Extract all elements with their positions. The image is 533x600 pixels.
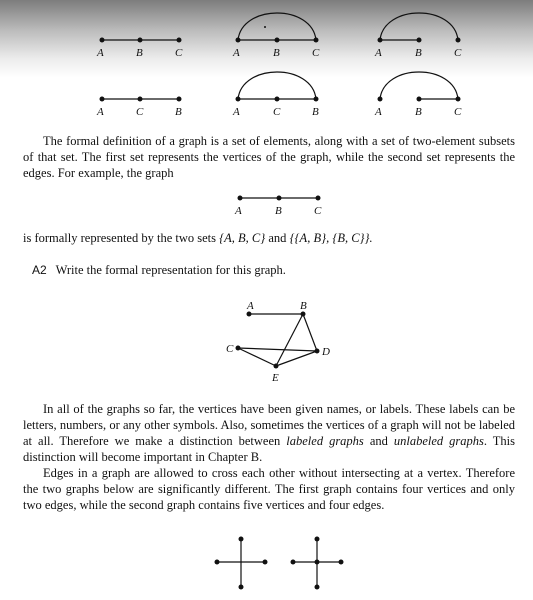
vertex-label: C <box>454 47 462 59</box>
vertex-label: B <box>312 106 319 118</box>
term-labeled-graphs: labeled graphs <box>286 434 364 448</box>
exercise-number: A2 <box>32 263 47 277</box>
text-run: . This distinction will become important in Chapter B. <box>23 434 516 464</box>
term-unlabeled-graphs: unlabeled graphs <box>393 434 484 448</box>
vertex-label-c: C <box>226 343 234 355</box>
graph-figure-3 <box>370 6 470 64</box>
exercise-text: Write the formal representation for this graph. <box>55 263 286 277</box>
vertex-label-e: E <box>272 372 279 384</box>
paragraph-formal-sets <box>23 230 515 246</box>
vertex-label: C <box>273 106 281 118</box>
vertex-label-b: B <box>300 300 307 312</box>
vertex-label: A <box>97 106 104 118</box>
vertex-label: B <box>415 106 422 118</box>
paragraph-labeled-graphs <box>23 401 515 465</box>
graph-figure-5 <box>228 66 328 124</box>
graph-figure-2 <box>228 6 328 64</box>
vertex-label: C <box>175 47 183 59</box>
text-run: In all of the graphs so far, the vertices have been given names, or labels. These labels can be letters, numbers, or any other symbols. Also, sometimes the vertices of a graph will not be labeled at all. Therefore we make a distinction between <box>23 402 515 448</box>
vertex-label: A <box>235 205 242 217</box>
vertex-set: {A, B, C} <box>219 231 266 245</box>
paragraph-crossing-edges: Edges in a graph are allowed to cross each other without intersecting at a vertex. Therefore the two graphs below are significantly different. The first graph contains four vertices and only two edges, while the second graph contains five vertices and four edges. <box>23 466 515 512</box>
exercise-graph <box>222 297 342 389</box>
vertex-label: C <box>454 106 462 118</box>
vertex-label: C <box>136 106 144 118</box>
text-run: and <box>369 434 388 448</box>
sets-prefix: is formally represented by the two sets <box>23 231 217 245</box>
vertex-label: B <box>136 47 143 59</box>
paragraph-graph-definition: The formal definition of a graph is a set of elements, along with a set of two-element subsets of that set. The first set represents the vertices of the graph, while the second set represents the edges. For example, the graph <box>23 134 515 180</box>
crossing-graph-unlabeled <box>213 535 273 595</box>
vertex-label: A <box>375 106 382 118</box>
vertex-label-a: A <box>247 300 254 312</box>
vertex-label: C <box>314 205 322 217</box>
example-graph <box>230 188 330 220</box>
graph-figure-4 <box>92 89 192 123</box>
star-graph-unlabeled <box>289 535 349 595</box>
vertex-label: A <box>375 47 382 59</box>
exercise-a2 <box>32 262 286 278</box>
vertex-label: B <box>415 47 422 59</box>
graph-figure-6 <box>370 66 470 124</box>
vertex-label: A <box>233 106 240 118</box>
vertex-label: A <box>97 47 104 59</box>
vertex-label: B <box>273 47 280 59</box>
edge-set: {{A, B}, {B, C}}. <box>289 231 373 245</box>
vertex-label: A <box>233 47 240 59</box>
vertex-label: B <box>175 106 182 118</box>
sets-connector: and <box>268 231 287 245</box>
vertex-label: B <box>275 205 282 217</box>
vertex-label-d: D <box>322 346 330 358</box>
graph-figure-1 <box>92 30 192 64</box>
vertex-label: C <box>312 47 320 59</box>
